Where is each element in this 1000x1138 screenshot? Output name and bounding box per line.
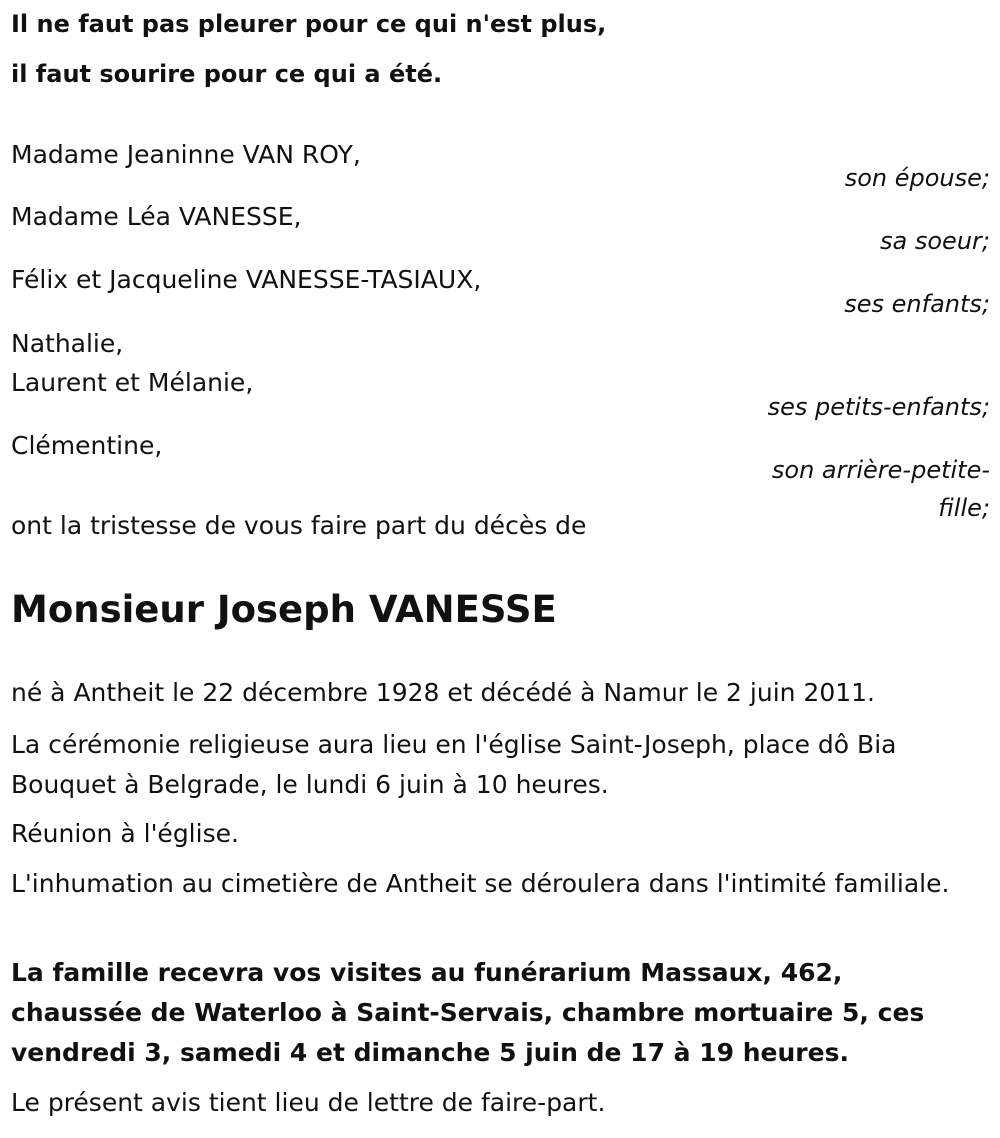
family-member-relation: son arrière-petite-: [771, 456, 990, 484]
birth-death-info: né à Antheit le 22 décembre 1928 et décédé à Namur le 2 juin 2011.: [11, 678, 876, 707]
family-member-relation: son épouse;: [844, 164, 990, 192]
family-member-name: Laurent et Mélanie,: [11, 368, 254, 397]
notice-text: Le présent avis tient lieu de lettre de faire-part.: [11, 1088, 606, 1117]
announcement-text: ont la tristesse de vous faire part du décès de: [11, 511, 587, 540]
family-member-name: Madame Jeaninne VAN ROY,: [11, 140, 361, 169]
family-member-relation: ses enfants;: [844, 290, 990, 318]
deceased-name: Monsieur Joseph VANESSE: [11, 588, 557, 631]
family-member-relation: ses petits-enfants;: [767, 393, 990, 421]
family-member-relation: sa soeur;: [880, 227, 990, 255]
meeting-info: Réunion à l'église.: [11, 819, 239, 848]
family-member-name: Félix et Jacqueline VANESSE-TASIAUX,: [11, 265, 482, 294]
ceremony-info: La cérémonie religieuse aura lieu en l'église Saint-Joseph, place dô Bia Bouquet à Belgrade, le lundi 6 juin à 10 heures.: [11, 730, 897, 799]
family-member-name: Madame Léa VANESSE,: [11, 202, 302, 231]
burial-info: L'inhumation au cimetière de Antheit se déroulera dans l'intimité familiale.: [11, 869, 950, 898]
family-member-relation: fille;: [938, 494, 990, 522]
epigraph-line-2: il faut sourire pour ce qui a été.: [11, 60, 443, 88]
epigraph-line-1: Il ne faut pas pleurer pour ce qui n'est plus,: [11, 10, 607, 38]
visits-info: La famille recevra vos visites au funérarium Massaux, 462, chaussée de Waterloo à Saint-Servais, chambre mortuaire 5, ces vendredi 3, samedi 4 et dimanche 5 juin de 17 à 19 heures.: [11, 958, 925, 1067]
family-member-name: Clémentine,: [11, 431, 163, 460]
family-member-name: Nathalie,: [11, 329, 124, 358]
